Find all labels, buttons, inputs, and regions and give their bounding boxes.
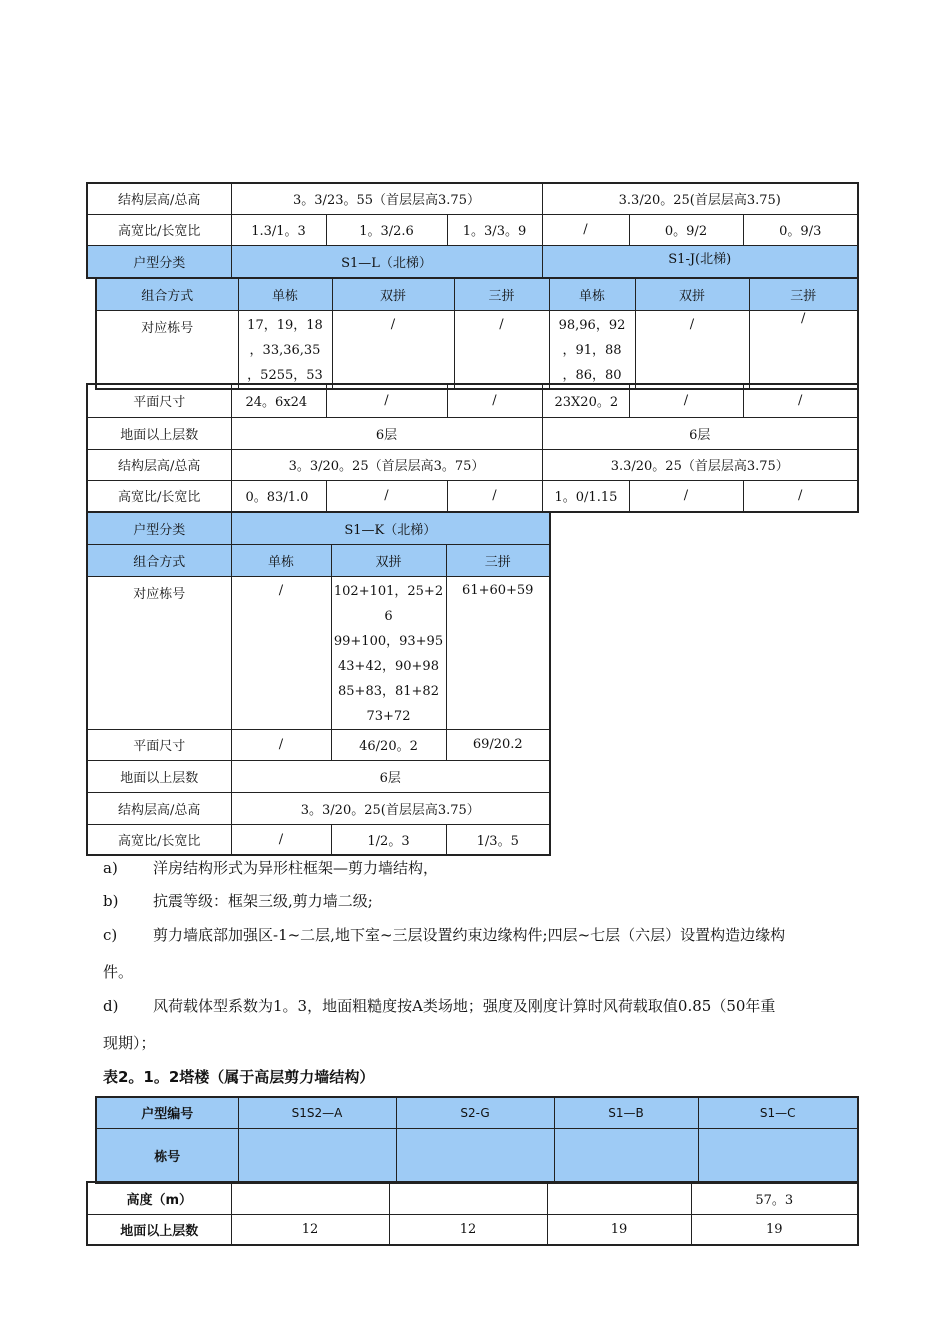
value-cell: /	[447, 480, 542, 512]
value-cell	[698, 1128, 858, 1183]
line: 6	[384, 608, 393, 624]
value-cell: 3。3/20。25(首层层高3.75）	[231, 792, 550, 824]
note-c	[103, 925, 873, 945]
line: ，86，80	[562, 367, 622, 383]
value-cell: /	[743, 480, 858, 512]
value-cell: 3.3/20。25(首层层高3.75)	[542, 183, 858, 214]
value-cell: 0。9/3	[743, 214, 858, 245]
value-cell: 0。83/1.0	[231, 480, 326, 512]
value-cell: /	[454, 310, 549, 389]
note-c-cont: 件。	[103, 963, 134, 981]
line: ，91，88	[562, 342, 622, 358]
line: 17，19，18	[247, 317, 323, 333]
value-cell: 1.3/1。3	[231, 214, 326, 245]
row-label: 结构层高/总高	[87, 792, 231, 824]
line: 99+100，93+95	[333, 633, 444, 649]
header-cell: 单栋	[549, 278, 635, 310]
row-label: 高宽比/长宽比	[87, 480, 231, 512]
note-d	[103, 996, 873, 1016]
value-cell: 12	[389, 1214, 547, 1245]
row-label: 户型分类	[87, 245, 231, 278]
line: 43+42，90+98	[338, 658, 439, 674]
header-cell: S1S2—A	[238, 1097, 396, 1128]
value-cell: 1/2。3	[331, 824, 446, 855]
value-cell: /	[231, 729, 331, 760]
value-cell	[547, 1182, 691, 1214]
value-cell: /	[629, 384, 743, 417]
value-cell: /	[743, 384, 858, 417]
line: ，5255，53	[247, 367, 323, 383]
value-cell	[238, 1128, 396, 1183]
value-cell: 6层	[231, 417, 542, 449]
row-label: 组合方式	[87, 544, 231, 576]
value-cell: 3.3/20。25（首层层高3.75）	[542, 449, 858, 480]
note-text: 洋房结构形式为异形柱框架—剪力墙结构，	[153, 859, 439, 877]
value-cell: /	[447, 384, 542, 417]
note-text: 抗震等级：框架三级,剪力墙二级;	[153, 892, 373, 910]
value-cell: /	[332, 310, 454, 389]
note-key: d)	[103, 997, 119, 1015]
note-text: 风荷载体型系数为1。3，地面粗糙度按A类场地；强度及刚度计算时风荷载取值0.85（50年重	[153, 997, 776, 1015]
unit-type-cell: S1-J(北梯)	[542, 245, 858, 278]
line: 85+83，81+82	[338, 683, 439, 699]
row-label: 户型分类	[87, 512, 231, 544]
line: 73+72	[366, 708, 411, 724]
value-cell: 3。3/20。25（首层层高3。75）	[231, 449, 542, 480]
row-label: 对应栋号	[96, 310, 238, 389]
line: 98,96，92	[558, 317, 626, 333]
value-cell: 19	[691, 1214, 858, 1245]
line: ，33,36,35	[249, 342, 321, 358]
value-cell	[396, 1128, 554, 1183]
value-cell: 46/20。2	[331, 729, 446, 760]
value-cell: 61+60+59	[446, 576, 550, 729]
row-label: 平面尺寸	[87, 729, 231, 760]
line: 102+101，25+2	[333, 583, 444, 599]
value-cell: /	[326, 384, 447, 417]
value-cell: /	[231, 576, 331, 729]
building-numbers-cell	[331, 576, 446, 729]
row-label: 平面尺寸	[87, 384, 231, 417]
value-cell	[389, 1182, 547, 1214]
note-key: c)	[103, 926, 118, 944]
value-cell: 3。3/23。55（首层层高3.75）	[231, 183, 542, 214]
header-cell: 单栋	[238, 278, 332, 310]
table-a	[86, 182, 859, 279]
value-cell: /	[326, 480, 447, 512]
table-a-mid	[95, 277, 859, 390]
header-cell: 三拼	[454, 278, 549, 310]
value-cell: 6层	[231, 760, 550, 792]
value-cell: /	[749, 310, 858, 389]
row-label: 对应栋号	[87, 576, 231, 729]
value-cell: 69/20.2	[446, 729, 550, 760]
value-cell: 1/3。5	[446, 824, 550, 855]
header-cell: 双拼	[331, 544, 446, 576]
value-cell: 24。6x24	[231, 384, 326, 417]
value-cell: 6层	[542, 417, 858, 449]
note-a	[103, 858, 438, 878]
value-cell: /	[629, 480, 743, 512]
row-label: 结构层高/总高	[87, 449, 231, 480]
row-label: 栋号	[96, 1128, 238, 1183]
row-label: 组合方式	[96, 278, 238, 310]
row-label: 高宽比/长宽比	[87, 214, 231, 245]
header-cell: S1—B	[554, 1097, 698, 1128]
value-cell: 57。3	[691, 1182, 858, 1214]
header-cell: 三拼	[749, 278, 858, 310]
value-cell: /	[542, 214, 629, 245]
note-text: 剪力墙底部加强区-1~二层,地下室~三层设置约束边缘构件;四层~七层（六层）设置构造边缘构	[153, 926, 786, 944]
table-a-bottom	[86, 383, 859, 513]
unit-type-cell: S1—K（北梯）	[231, 512, 550, 544]
value-cell: 1。3/3。9	[447, 214, 542, 245]
value-cell	[231, 1182, 389, 1214]
table-c-head	[95, 1096, 859, 1184]
note-key: a)	[103, 859, 118, 877]
value-cell: 0。9/2	[629, 214, 743, 245]
header-cell: 单栋	[231, 544, 331, 576]
table-c-body	[86, 1181, 859, 1246]
value-cell: /	[635, 310, 749, 389]
row-label: 高度（m）	[87, 1182, 231, 1214]
unit-type-cell: S1—L（北梯）	[231, 245, 542, 278]
row-label: 结构层高/总高	[87, 183, 231, 214]
value-cell: /	[231, 824, 331, 855]
value-cell: 19	[547, 1214, 691, 1245]
note-key: b)	[103, 892, 119, 910]
row-label: 户型编号	[96, 1097, 238, 1128]
table-caption: 表2。1。2塔楼（属于高层剪力墙结构）	[103, 1068, 375, 1086]
value-cell: 1。0/1.15	[542, 480, 629, 512]
row-label: 地面以上层数	[87, 1214, 231, 1245]
building-numbers-cell	[238, 310, 332, 389]
building-numbers-cell	[549, 310, 635, 389]
header-cell: 双拼	[332, 278, 454, 310]
value-cell: 23X20。2	[542, 384, 629, 417]
value-cell	[554, 1128, 698, 1183]
header-cell: 双拼	[635, 278, 749, 310]
value-cell: 1。3/2.6	[326, 214, 447, 245]
note-d-cont: 现期）；	[103, 1034, 156, 1052]
table-b	[86, 511, 551, 856]
row-label: 地面以上层数	[87, 760, 231, 792]
header-cell: S1—C	[698, 1097, 858, 1128]
value-cell: 12	[231, 1214, 389, 1245]
row-label: 高宽比/长宽比	[87, 824, 231, 855]
header-cell: 三拼	[446, 544, 550, 576]
row-label: 地面以上层数	[87, 417, 231, 449]
note-b	[103, 891, 373, 911]
header-cell: S2-G	[396, 1097, 554, 1128]
